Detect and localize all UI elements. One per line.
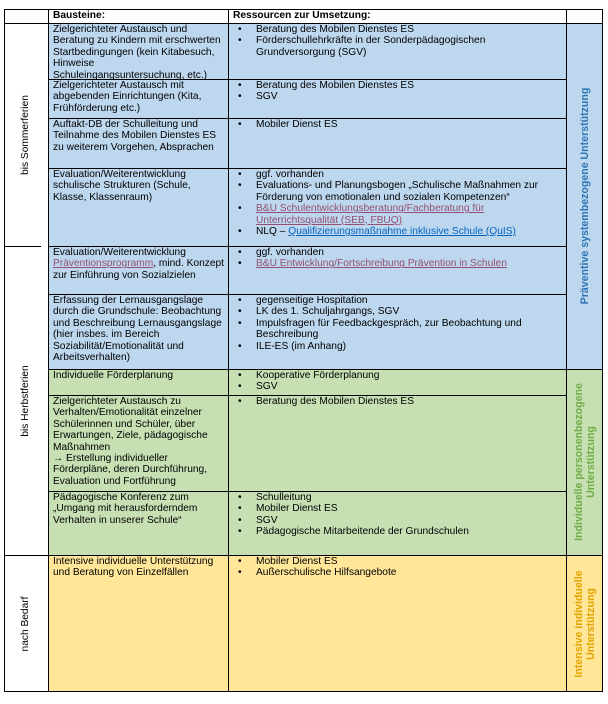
grid-line [48, 79, 566, 80]
resource-item: • Außerschulische Hilfsangebote [232, 567, 562, 578]
period-cell-summer [4, 23, 48, 246]
resource-cell [228, 369, 566, 395]
resource-item: • gegenseitige Hospitation [232, 295, 562, 306]
grid-line [48, 168, 566, 169]
resource-item: • Beratung des Mobilen Dienstes ES [232, 396, 562, 407]
category-cell-preventive [566, 23, 603, 369]
baustein-cell: Intensive individuelle Unterstützung und Beratung von Einzelfällen [48, 555, 228, 692]
baustein-cell: Evaluation/Weiterentwicklung schulische Strukturen (Schule, Klasse, Klassenraum) [48, 168, 228, 246]
header-ressourcen: Ressourcen zur Umsetzung: [228, 9, 566, 23]
quis-link[interactable]: Qualifizierungsmaßnahme inklusive Schule (QuIS) [288, 226, 516, 238]
resource-item: • Mobiler Dienst ES [232, 503, 562, 514]
baustein-cell: Auftakt-DB der Schulleitung und Teilnahme des Mobilen Dienstes ES zu weiterem Vorgehen, Absprachen [48, 118, 228, 168]
grid-line [48, 395, 566, 396]
grid-line [4, 555, 603, 556]
period-cell-need [4, 555, 48, 692]
period-label-summer: bis Sommerferien [20, 94, 31, 175]
resource-item: • Impulsfragen für Feedbackgespräch, zur Beobachtung und Beschreibung [232, 318, 562, 341]
grid-line [602, 9, 603, 692]
resource-item: • LK des 1. Schuljahrgangs, SGV [232, 306, 562, 317]
baustein-cell: Evaluation/Weiterentwicklung Präventionsprogramm, mind. Konzept zur Einführung von Sozialzielen [48, 246, 228, 294]
resource-item: • Beratung des Mobilen Dienstes ES [232, 80, 562, 91]
resource-cell [228, 118, 566, 168]
baustein-cell: Zielgerichteter Austausch zu Verhalten/Emotionalität einzelner Schülerinnen und Schüler, über Erwartungen, Ziele, pädagogische Maßnahmen → Erstellung individueller Förderpläne, deren Durchführung, Evaluation und Fortführung [48, 395, 228, 491]
grid-line [48, 491, 566, 492]
category-label-individual: Individuelle personenbezogene Unterstützung [572, 383, 597, 541]
resource-cell [228, 246, 566, 294]
resource-item: • Mobiler Dienst ES [232, 119, 562, 130]
resource-item: • Schulleitung [232, 492, 562, 503]
resource-item: • Kooperative Förderplanung [232, 370, 562, 381]
resource-item: • Mobiler Dienst ES [232, 556, 562, 567]
resource-cell [228, 294, 566, 369]
grid-line [48, 294, 566, 295]
resource-item: • Förderschullehrkräfte in der Sonderpädagogischen Grundversorgung (SGV) [232, 35, 562, 58]
category-label-preventive: Präventive systembezogene Unterstützung [578, 87, 591, 305]
resource-item: • Beratung des Mobilen Dienstes ES [232, 24, 562, 35]
grid-line [4, 23, 603, 24]
grid-line [4, 9, 5, 692]
grid-line [48, 246, 566, 247]
grid-line [4, 9, 603, 10]
resource-item: • SGV [232, 381, 562, 392]
resource-item: • Pädagogische Mitarbeitende der Grundschulen [232, 526, 562, 537]
period-label-autumn: bis Herbstferien [20, 364, 31, 437]
resource-item: • ggf. vorhanden [232, 247, 562, 258]
baustein-cell: Zielgerichteter Austausch und Beratung zu Kindern mit erschwerten Startbedingungen (kein Kitabesuch, Hinweise Schuleingangsuntersuchung, etc.) [48, 23, 228, 79]
resource-cell [228, 23, 566, 79]
category-cell-intensive [566, 555, 603, 692]
header-period-cell [4, 9, 48, 23]
resource-cell [228, 555, 566, 692]
grid-line [48, 369, 603, 370]
resource-item: • SGV [232, 91, 562, 102]
baustein-cell: Pädagogische Konferenz zum „Umgang mit herausforderndem Verhalten in unserer Schule“ [48, 491, 228, 555]
period-cell-autumn [4, 246, 48, 555]
resource-item: • SGV [232, 515, 562, 526]
header-category-cell [566, 9, 603, 23]
resource-cell [228, 395, 566, 491]
grid-line [48, 118, 566, 119]
baustein-cell: Erfassung der Lernausgangslage durch die Grundschule: Beobachtung und Beschreibung Lernausgangslage (hier insbes. im Bereich Soziabilität/Emotionalität und Arbeitsverhalten) [48, 294, 228, 369]
resource-cell [228, 168, 566, 246]
period-label-need: nach Bedarf [20, 596, 31, 651]
header-bausteine: Bausteine: [48, 9, 228, 23]
resource-link-praevention[interactable]: • B&U Entwicklung/Fortschreibung Prävention in Schulen [232, 258, 562, 269]
grid-line [4, 246, 41, 247]
resource-item: • ILE-ES (im Anhang) [232, 341, 562, 352]
resource-cell [228, 79, 566, 118]
resources-table [4, 9, 603, 692]
praeventionsprogramm-link[interactable]: Präventionsprogramm [53, 258, 154, 270]
baustein-cell: Individuelle Förderplanung [48, 369, 228, 395]
grid-line [48, 9, 49, 692]
grid-line [4, 691, 603, 692]
category-label-intensive: Intensive individuelle Unterstützung [572, 569, 597, 678]
grid-line [228, 9, 229, 692]
resource-item: • ggf. vorhanden [232, 169, 562, 180]
grid-line [566, 9, 567, 692]
resource-item-nlq: • NLQ – Qualifizierungsmaßnahme inklusive Schule (QuIS) [232, 226, 562, 237]
resource-link-seb-fbuq[interactable]: • B&U Schulentwicklungsberatung/Fachberatung für Unterrichtsqualität (SEB, FBUQ) [232, 203, 562, 226]
category-cell-individual [566, 369, 603, 555]
baustein-cell: Zielgerichteter Austausch mit abgebenden Einrichtungen (Kita, Frühförderung etc.) [48, 79, 228, 118]
resource-item: • Evaluations- und Planungsbogen „Schulische Maßnahmen zur Förderung von emotionalen und sozialen Kompetenzen“ [232, 180, 562, 203]
resource-cell [228, 491, 566, 555]
